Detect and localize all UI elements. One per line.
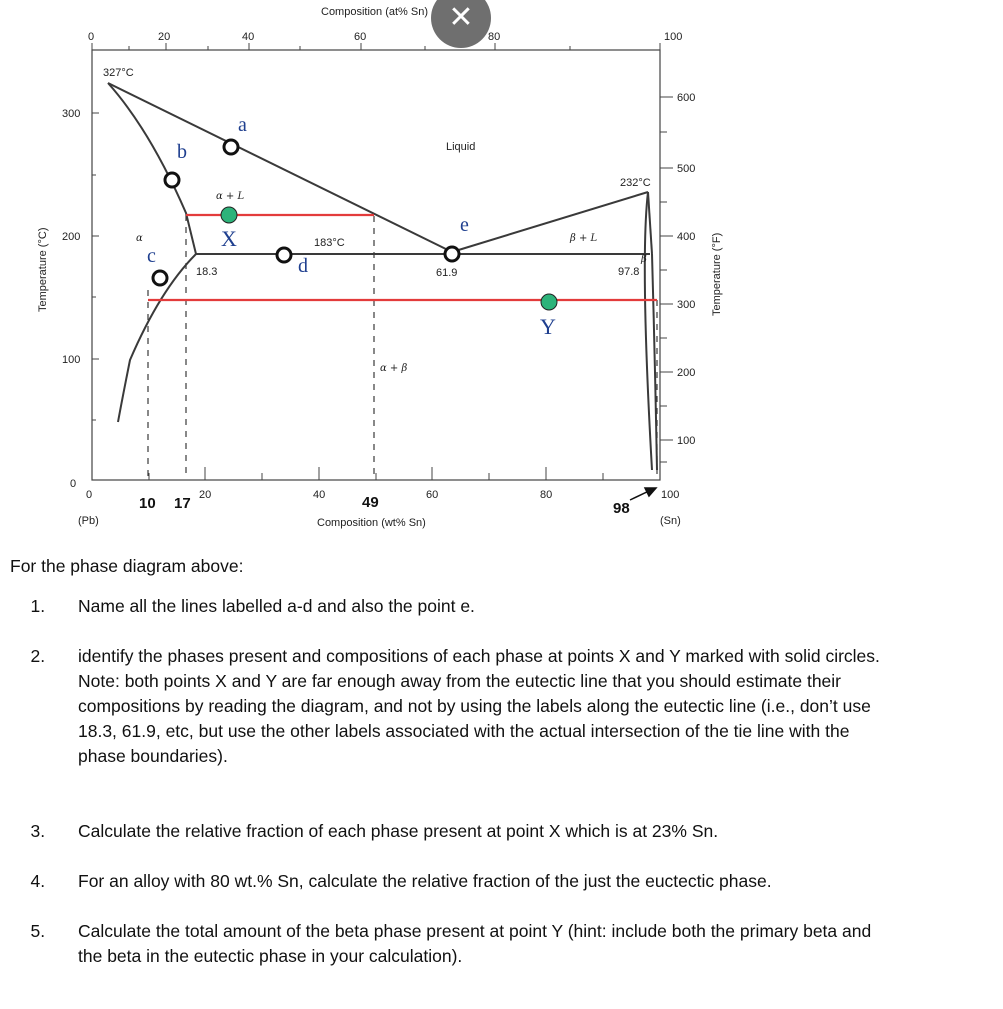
- left-axis-ticks: [92, 113, 99, 420]
- top-tick-label: 80: [488, 31, 501, 43]
- eutectic-temp-label: 183°C: [314, 237, 345, 249]
- plot-frame: [92, 50, 660, 480]
- region-beta-liquid: β + L: [570, 233, 598, 244]
- label-d: d: [298, 255, 308, 277]
- bottom-axis-title: Composition (wt% Sn): [317, 517, 426, 529]
- arrow-98: [630, 488, 656, 500]
- top-axis-ticks: [92, 43, 660, 50]
- left-axis-title: Temperature (°C): [37, 227, 49, 312]
- marker-c: [153, 271, 167, 285]
- right-tick-label: 100: [677, 435, 696, 447]
- bottom-tick-label: 0: [86, 489, 93, 501]
- right-tick-label: 200: [677, 367, 696, 379]
- right-tick-label: 500: [677, 163, 696, 175]
- right-tick-label: 400: [677, 231, 696, 243]
- right-axis-ticks: [660, 97, 673, 462]
- marked-10: 10: [139, 495, 156, 512]
- label-e: e: [460, 214, 469, 236]
- top-axis-title: Composition (at% Sn): [321, 6, 428, 18]
- bottom-tick-label: 100: [661, 489, 680, 501]
- phase-boundaries: [108, 83, 657, 470]
- marker-a: [224, 140, 238, 154]
- right-tick-label: 300: [677, 299, 696, 311]
- left-tick-label: 100: [62, 354, 81, 366]
- solidus-left: [108, 83, 196, 254]
- point-y-marker: [541, 294, 557, 310]
- pb-label: (Pb): [78, 515, 99, 527]
- sn-melting-label: 232°C: [620, 177, 651, 189]
- right-tick-label: 600: [677, 92, 696, 104]
- point-x-label: X: [221, 226, 237, 251]
- bottom-tick-label: 80: [540, 489, 553, 501]
- region-liquid: Liquid: [446, 141, 476, 153]
- solidus-right: [648, 192, 652, 254]
- bottom-tick-label: 20: [199, 489, 212, 501]
- question-section: [10, 554, 890, 994]
- eutectic-liquid-comp: 61.9: [436, 267, 458, 279]
- right-axis-title: Temperature (°F): [711, 232, 723, 316]
- close-button[interactable]: ✕: [431, 0, 491, 48]
- eutectic-alpha-comp: 18.3: [196, 266, 218, 278]
- top-tick-label: 20: [158, 31, 171, 43]
- question-item: 1. Name all the lines labelled a-d and also the point e.: [50, 594, 890, 619]
- region-alpha-liquid: α + L: [216, 191, 245, 202]
- question-item: 3. Calculate the relative fraction of each phase present at point X which is at 23% Sn.: [50, 819, 890, 844]
- marker-d: [277, 248, 291, 262]
- marked-17: 17: [174, 495, 191, 512]
- bottom-axis-ticks: [92, 467, 660, 480]
- region-beta: β: [641, 254, 647, 265]
- pb-melting-label: 327°C: [103, 67, 134, 79]
- liquidus-left: [108, 83, 452, 252]
- point-y-label: Y: [540, 314, 556, 339]
- marked-49: 49: [362, 494, 379, 511]
- label-b: b: [177, 141, 187, 163]
- marker-e: [445, 247, 459, 261]
- left-tick-label: 300: [62, 108, 81, 120]
- solvus-right: [652, 254, 657, 470]
- label-a: a: [238, 114, 247, 136]
- top-tick-label: 100: [664, 31, 683, 43]
- region-alpha: α: [136, 233, 143, 244]
- question-item: 4. For an alloy with 80 wt.% Sn, calculate the relative fraction of the just the euctectic phase.: [50, 869, 890, 894]
- liquidus-right: [452, 192, 648, 252]
- question-item: 5. Calculate the total amount of the beta phase present at point Y (hint: include both the primary beta and the beta in the eutectic phase in your calculation).: [50, 919, 890, 969]
- top-tick-label: 40: [242, 31, 255, 43]
- question-item: 2. identify the phases present and compositions of each phase at points X and Y marked with solid circles. Note: both points X and Y are far enough away from the eutectic line that you should estimate their compositions by reading the diagram, and not by using the labels along the eutectic line (i.e., don’t use 18.3, 61.9, etc, but use the other labels associated with the actual intersection of the tie line with the phase boundaries).: [50, 644, 890, 769]
- top-tick-label: 0: [88, 31, 95, 43]
- eutectic-beta-comp: 97.8: [618, 266, 640, 278]
- question-list: [10, 594, 890, 969]
- top-tick-label: 60: [354, 31, 367, 43]
- point-x-marker: [221, 207, 237, 223]
- label-c: c: [147, 245, 156, 267]
- bottom-tick-label: 60: [426, 489, 439, 501]
- bottom-tick-label: 40: [313, 489, 326, 501]
- sn-label: (Sn): [660, 515, 681, 527]
- left-tick-label: 200: [62, 231, 81, 243]
- marked-98: 98: [613, 500, 630, 517]
- region-alpha-beta: α + β: [380, 363, 408, 374]
- marker-b: [165, 173, 179, 187]
- questions-intro: For the phase diagram above:: [10, 556, 244, 576]
- left-tick-label: 0: [70, 478, 77, 490]
